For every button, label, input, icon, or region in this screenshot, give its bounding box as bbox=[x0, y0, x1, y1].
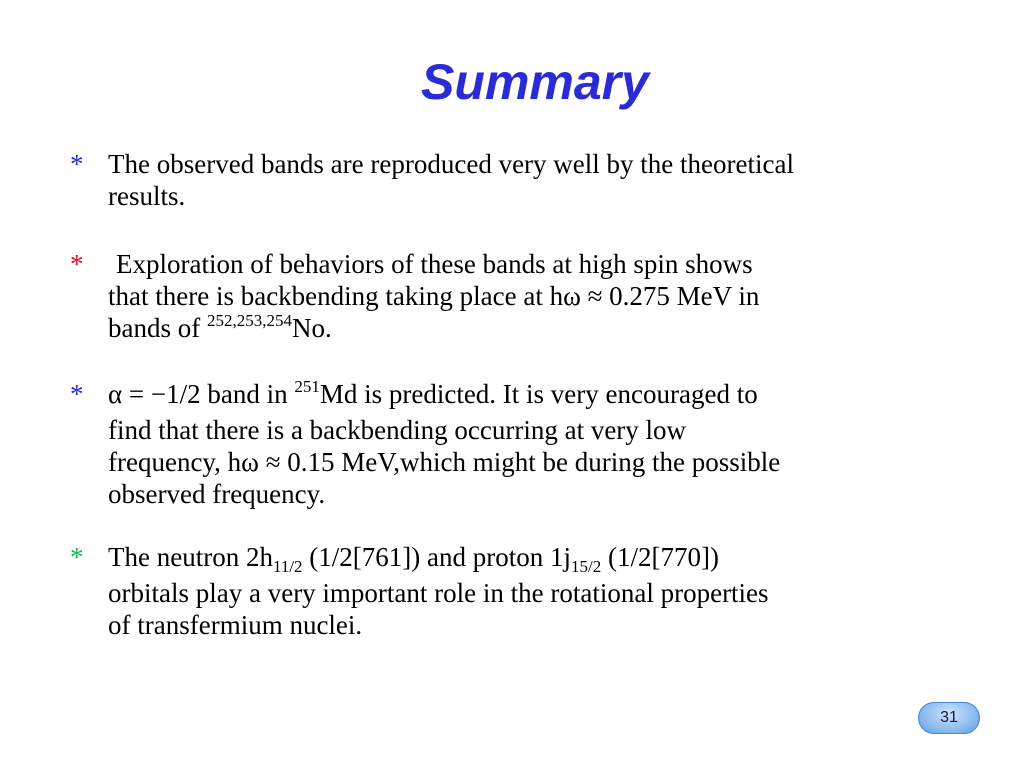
bullet-star-icon: * bbox=[70, 379, 84, 409]
bullet-line: results. bbox=[108, 181, 186, 211]
bullet-line bbox=[108, 378, 990, 414]
text-run: (1/2[770]) bbox=[601, 542, 719, 572]
text-run: (1/2[761]) and proton 1j bbox=[302, 542, 571, 572]
bullet-line: that there is backbending taking place at hω ≈ 0.275 MeV in bbox=[108, 281, 760, 311]
bullet-star-icon: * bbox=[70, 149, 84, 179]
bullet-text bbox=[108, 248, 990, 348]
page-number-badge: 31 bbox=[918, 702, 980, 734]
bullet-line: Exploration of behaviors of these bands at high spin shows bbox=[116, 249, 753, 279]
bullet-line: The observed bands are reproduced very well by the theoretical bbox=[108, 149, 794, 179]
bullet-text bbox=[108, 378, 990, 510]
bullet-star-icon: * bbox=[70, 249, 84, 279]
text-run: bands of bbox=[108, 313, 207, 343]
bullet-line: of transfermium nuclei. bbox=[108, 610, 363, 640]
bullet-text bbox=[108, 541, 990, 641]
slide-title: Summary bbox=[421, 54, 649, 110]
bullet-line: observed frequency. bbox=[108, 479, 326, 509]
bullet-line: frequency, hω ≈ 0.15 MeV,which might be during the possible bbox=[108, 447, 781, 477]
bullet-star-icon: * bbox=[70, 542, 84, 572]
bullet-line: find that there is a backbending occurring at very low bbox=[108, 415, 687, 445]
orbital-subscript: 11/2 bbox=[272, 557, 303, 576]
text-run: The neutron 2h bbox=[108, 542, 273, 572]
isotope-superscript: 252,253,254 bbox=[206, 311, 292, 330]
orbital-subscript: 15/2 bbox=[571, 557, 602, 576]
text-run: α = −1/2 band in bbox=[108, 379, 295, 409]
bullet-item-2 bbox=[70, 248, 990, 348]
text-run: Md is predicted. It is very encouraged to bbox=[319, 379, 758, 409]
bullet-line bbox=[108, 541, 990, 577]
bullet-item-3 bbox=[70, 378, 990, 510]
isotope-superscript: 251 bbox=[294, 377, 320, 396]
text-run: No. bbox=[291, 313, 332, 343]
bullet-item-4 bbox=[70, 541, 990, 641]
bullet-item-1 bbox=[70, 148, 990, 212]
bullet-line: orbitals play a very important role in the rotational properties bbox=[108, 578, 769, 608]
bullet-line bbox=[108, 312, 990, 348]
bullet-text bbox=[108, 148, 990, 212]
